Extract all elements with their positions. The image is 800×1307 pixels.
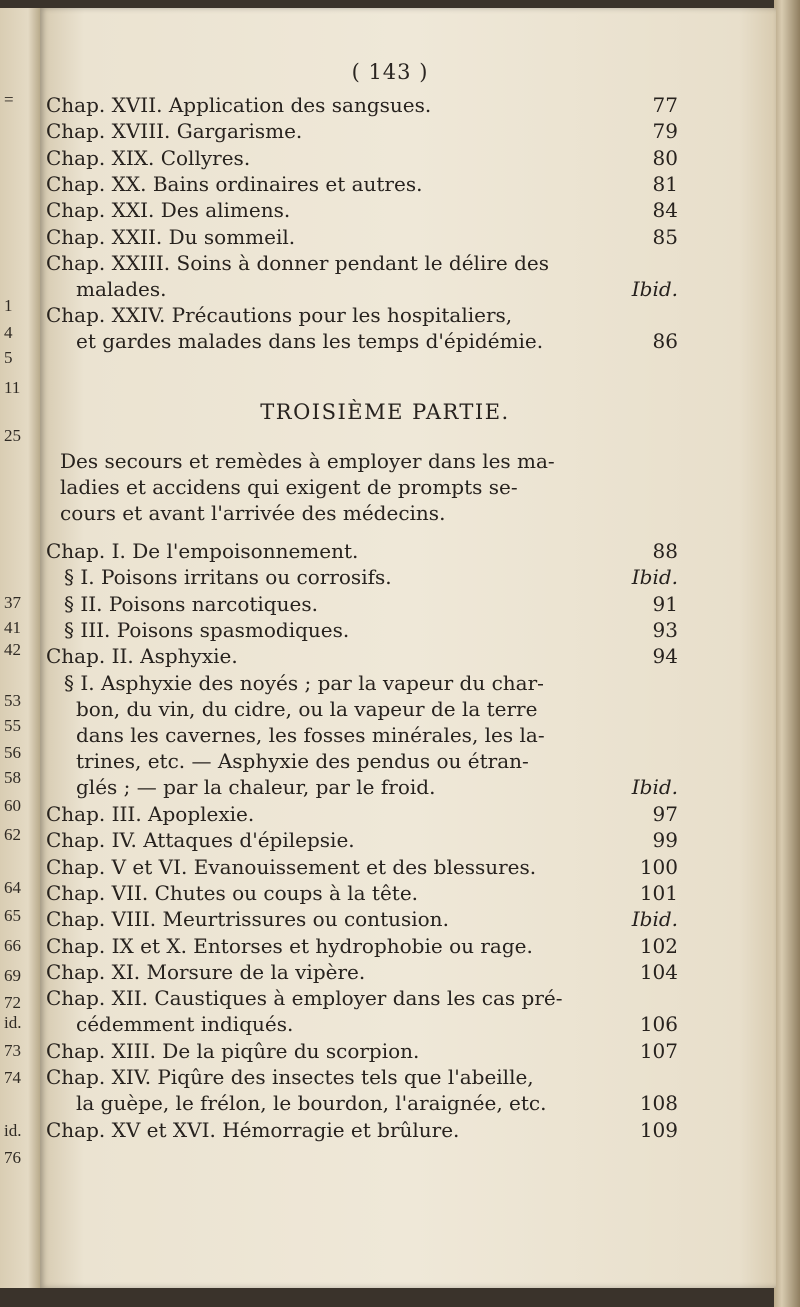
toc-entry-text: la guèpe, le frélon, le bourdon, l'araignée, etc. (76, 1091, 547, 1115)
toc-page-number: Ibid. (631, 276, 678, 301)
toc-entry-text: Chap. XIV. Piqûre des insectes tels que l'abeille, (46, 1065, 534, 1089)
margin-fragment: 72 (4, 993, 21, 1012)
margin-fragment: 55 (4, 716, 21, 735)
toc-page-number: 91 (652, 591, 678, 616)
toc-entry-text: Chap. II. Asphyxie. (46, 644, 238, 669)
toc-page-number: 97 (652, 802, 678, 826)
toc-entry-text: Chap. XIX. Collyres. (46, 145, 251, 170)
toc-page-number: 85 (652, 224, 678, 249)
toc-page-number: 77 (652, 93, 678, 117)
margin-fragment: = (4, 90, 14, 109)
toc-entry-text: Chap. XIII. De la piqûre du scorpion. (46, 1038, 420, 1063)
margin-fragment: 1 (4, 296, 13, 315)
margin-fragment: 76 (4, 1148, 21, 1167)
toc-entry (46, 933, 678, 959)
margin-fragment: 56 (4, 743, 21, 762)
toc-entry (46, 591, 678, 617)
toc-page-number: 84 (652, 198, 678, 223)
margin-fragment: 5 (4, 348, 13, 367)
toc-entry-text: Chap. VII. Chutes ou coups à la tête. (46, 880, 419, 905)
toc-page-number: 94 (652, 644, 678, 669)
toc-entry (46, 827, 678, 853)
toc-entry-text: Chap. XVIII. Gargarisme. (46, 119, 303, 144)
next-page-edge (774, 0, 800, 1307)
margin-fragment: 74 (4, 1068, 21, 1087)
margin-fragment: 69 (4, 966, 21, 985)
toc-entry (46, 538, 678, 564)
toc-entry-text: et gardes malades dans les temps d'épidémie. (76, 329, 544, 354)
intro-line: cours et avant l'arrivée des médecins. (60, 501, 446, 525)
toc-entry-text: glés ; — par la chaleur, par le froid. (76, 774, 436, 799)
toc-page-number: 100 (639, 854, 678, 879)
margin-fragment: id. (4, 1013, 22, 1032)
toc-entry (46, 250, 678, 302)
toc-entry (46, 801, 678, 827)
toc-entry (46, 171, 678, 197)
toc-page-number: 86 (652, 329, 678, 354)
toc-entry (46, 302, 678, 354)
toc-entry-text: § I. Asphyxie des noyés ; par la vapeur du char- (64, 670, 544, 695)
margin-fragment: 62 (4, 825, 21, 844)
toc-page-number: 104 (639, 959, 678, 984)
toc-entry (46, 906, 678, 932)
margin-fragment: 60 (4, 796, 21, 815)
toc-entry-text: Chap. XVII. Application des sangsues. (46, 93, 432, 117)
toc-entry (46, 1064, 678, 1116)
toc-entry (46, 854, 678, 880)
toc-entry (46, 1117, 678, 1143)
toc-entry-text: dans les cavernes, les fosses minérales, les la- (76, 722, 545, 747)
toc-entry (46, 564, 678, 590)
toc-entry (46, 145, 678, 171)
toc-entry (46, 959, 678, 985)
toc-entry (46, 1038, 678, 1064)
toc-page-number: 106 (639, 1012, 678, 1037)
toc-entry (46, 224, 678, 250)
toc-entry-text: trines, etc. — Asphyxie des pendus ou étran- (76, 748, 529, 773)
section-title: TROISIÈME PARTIE. (260, 400, 510, 424)
margin-fragment: 64 (4, 878, 21, 897)
toc-entry-text: Chap. I. De l'empoisonnement. (46, 539, 359, 563)
toc-page-number: 102 (639, 933, 678, 958)
toc-entry-text: Chap. XXIII. Soins à donner pendant le délire des (46, 250, 549, 275)
toc-page-number: 88 (652, 539, 678, 563)
toc-page-number: 109 (639, 1117, 678, 1142)
toc-entry-text: Chap. XXI. Des alimens. (46, 198, 291, 223)
book-page (40, 8, 776, 1288)
toc-entry-text: Chap. XI. Morsure de la vipère. (46, 959, 366, 984)
margin-fragment: 53 (4, 691, 21, 710)
toc-entry (46, 880, 678, 906)
toc-entry-text: cédemment indiqués. (76, 1012, 294, 1037)
section-intro (60, 448, 640, 526)
margin-fragment: 41 (4, 618, 21, 637)
toc-entry (46, 670, 678, 800)
margin-fragment: id. (4, 1121, 22, 1140)
toc-entry-text: Chap. XXII. Du sommeil. (46, 224, 296, 249)
toc-page-number: 101 (639, 880, 678, 905)
toc-page-number: 108 (639, 1091, 678, 1115)
toc-entry-text: Chap. III. Apoplexie. (46, 802, 255, 826)
toc-page-number: 80 (652, 145, 678, 170)
toc-page-number: Ibid. (631, 907, 678, 932)
intro-line: ladies et accidens qui exigent de prompts se- (60, 475, 518, 499)
page-number: ( 143 ) (351, 60, 429, 84)
margin-fragment: 37 (4, 593, 21, 612)
toc-page-number: 93 (652, 617, 678, 642)
toc-page-number: 81 (652, 171, 678, 196)
toc-entry-text: malades. (76, 276, 167, 301)
intro-line: Des secours et remèdes à employer dans les ma- (60, 449, 555, 473)
toc-entry-text: Chap. XV et XVI. Hémorragie et brûlure. (46, 1117, 460, 1142)
toc-page-number: 107 (639, 1038, 678, 1063)
toc-entry (46, 617, 678, 643)
margin-fragment: 58 (4, 768, 21, 787)
margin-fragment: 25 (4, 426, 21, 445)
margin-fragment: 42 (4, 640, 21, 659)
margin-fragment: 73 (4, 1041, 21, 1060)
toc-page-number: Ibid. (631, 774, 678, 799)
toc-page-number: Ibid. (631, 565, 678, 590)
toc-entry-text: § III. Poisons spasmodiques. (64, 617, 350, 642)
toc-entry (46, 985, 678, 1037)
toc-entry (46, 197, 678, 223)
toc-entry-text: Chap. V et VI. Evanouissement et des blessures. (46, 854, 537, 879)
toc-entry (46, 118, 678, 144)
toc-page-number: 99 (652, 828, 678, 853)
margin-fragment: 4 (4, 323, 13, 342)
margin-fragment: 11 (4, 378, 21, 397)
toc-page-number: 79 (652, 119, 678, 144)
previous-page-edge (0, 8, 40, 1288)
toc-entry-text: § II. Poisons narcotiques. (64, 591, 318, 616)
margin-fragment: 65 (4, 906, 21, 925)
toc-entry-text: Chap. XXIV. Précautions pour les hospitaliers, (46, 303, 513, 328)
toc-entry-text: § I. Poisons irritans ou corrosifs. (64, 565, 392, 590)
toc-entry-text: bon, du vin, du cidre, ou la vapeur de la terre (76, 696, 538, 721)
toc-entry-text: Chap. XII. Caustiques à employer dans les cas pré- (46, 986, 563, 1011)
toc-entry-text: Chap. XX. Bains ordinaires et autres. (46, 171, 423, 196)
toc-entry (46, 92, 678, 118)
toc-entry-text: Chap. IV. Attaques d'épilepsie. (46, 828, 355, 853)
toc-entry-text: Chap. VIII. Meurtrissures ou contusion. (46, 907, 449, 932)
toc-entry-text: Chap. IX et X. Entorses et hydrophobie ou rage. (46, 933, 533, 958)
toc-entry (46, 643, 678, 669)
margin-fragment: 66 (4, 936, 21, 955)
